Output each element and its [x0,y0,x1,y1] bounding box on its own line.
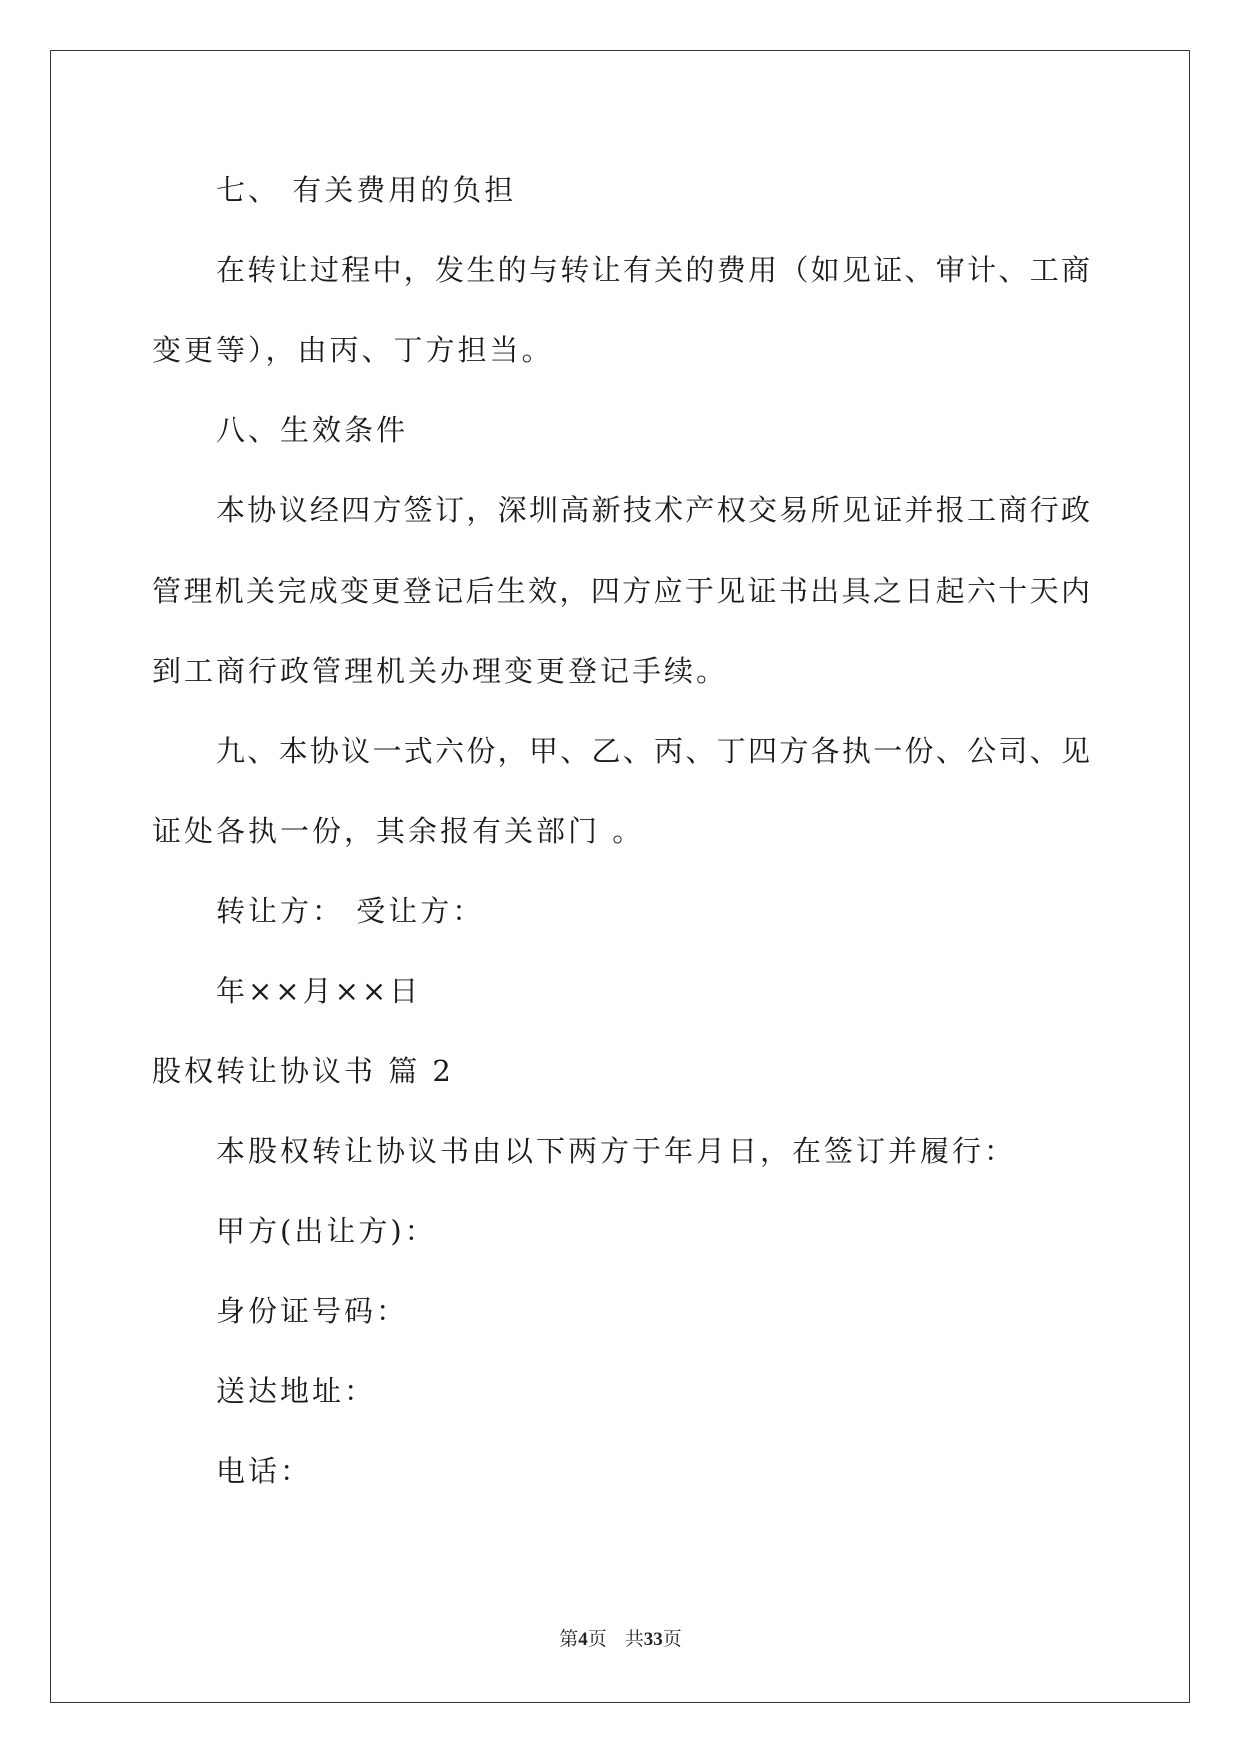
address-label: 送达地址： [216,1374,377,1408]
paragraph-line: 证处各执一份，其余报有关部门 。 [152,814,645,848]
footer-prefix: 第 [559,1629,579,1650]
paragraph-line: 在转让过程中，发生的与转让有关的费用（如见证、审计、工商 [216,253,1090,287]
paragraph-line: 到工商行政管理机关办理变更登记手续。 [152,654,729,688]
paragraph-line: 本协议经四方签订，深圳高新技术产权交易所见证并报工商行政 [216,493,1090,527]
paragraph-line: 本股权转让协议书由以下两方于年月日，在签订并履行： [216,1134,1017,1168]
footer-page-suffix: 页 [587,1629,607,1650]
phone-label: 电话： [216,1454,313,1488]
page-footer [0,1628,1241,1652]
paragraph-line: 变更等），由丙、丁方担当。 [152,333,554,367]
id-number-label: 身份证号码： [216,1294,409,1328]
signature-parties: 转让方： 受让方： [216,894,485,928]
footer-total-suffix: 页 [662,1629,682,1650]
paragraph-line: 九、本协议一式六份，甲、乙、丙、丁四方各执一份、公司、见 [216,734,1090,768]
article-title: 股权转让协议书 篇 2 [152,1054,454,1088]
current-page-number: 4 [578,1629,588,1650]
section-heading-7: 七、 有关费用的负担 [216,173,517,207]
section-heading-8: 八、生效条件 [216,413,409,447]
date-line: 年××月××日 [216,974,422,1008]
footer-total-prefix: 共 [624,1629,644,1650]
paragraph-line: 管理机关完成变更登记后生效，四方应于见证书出具之日起六十天内 [152,574,1090,608]
party-a-label: 甲方(出让方)： [216,1214,437,1248]
total-pages-number: 33 [643,1629,663,1650]
